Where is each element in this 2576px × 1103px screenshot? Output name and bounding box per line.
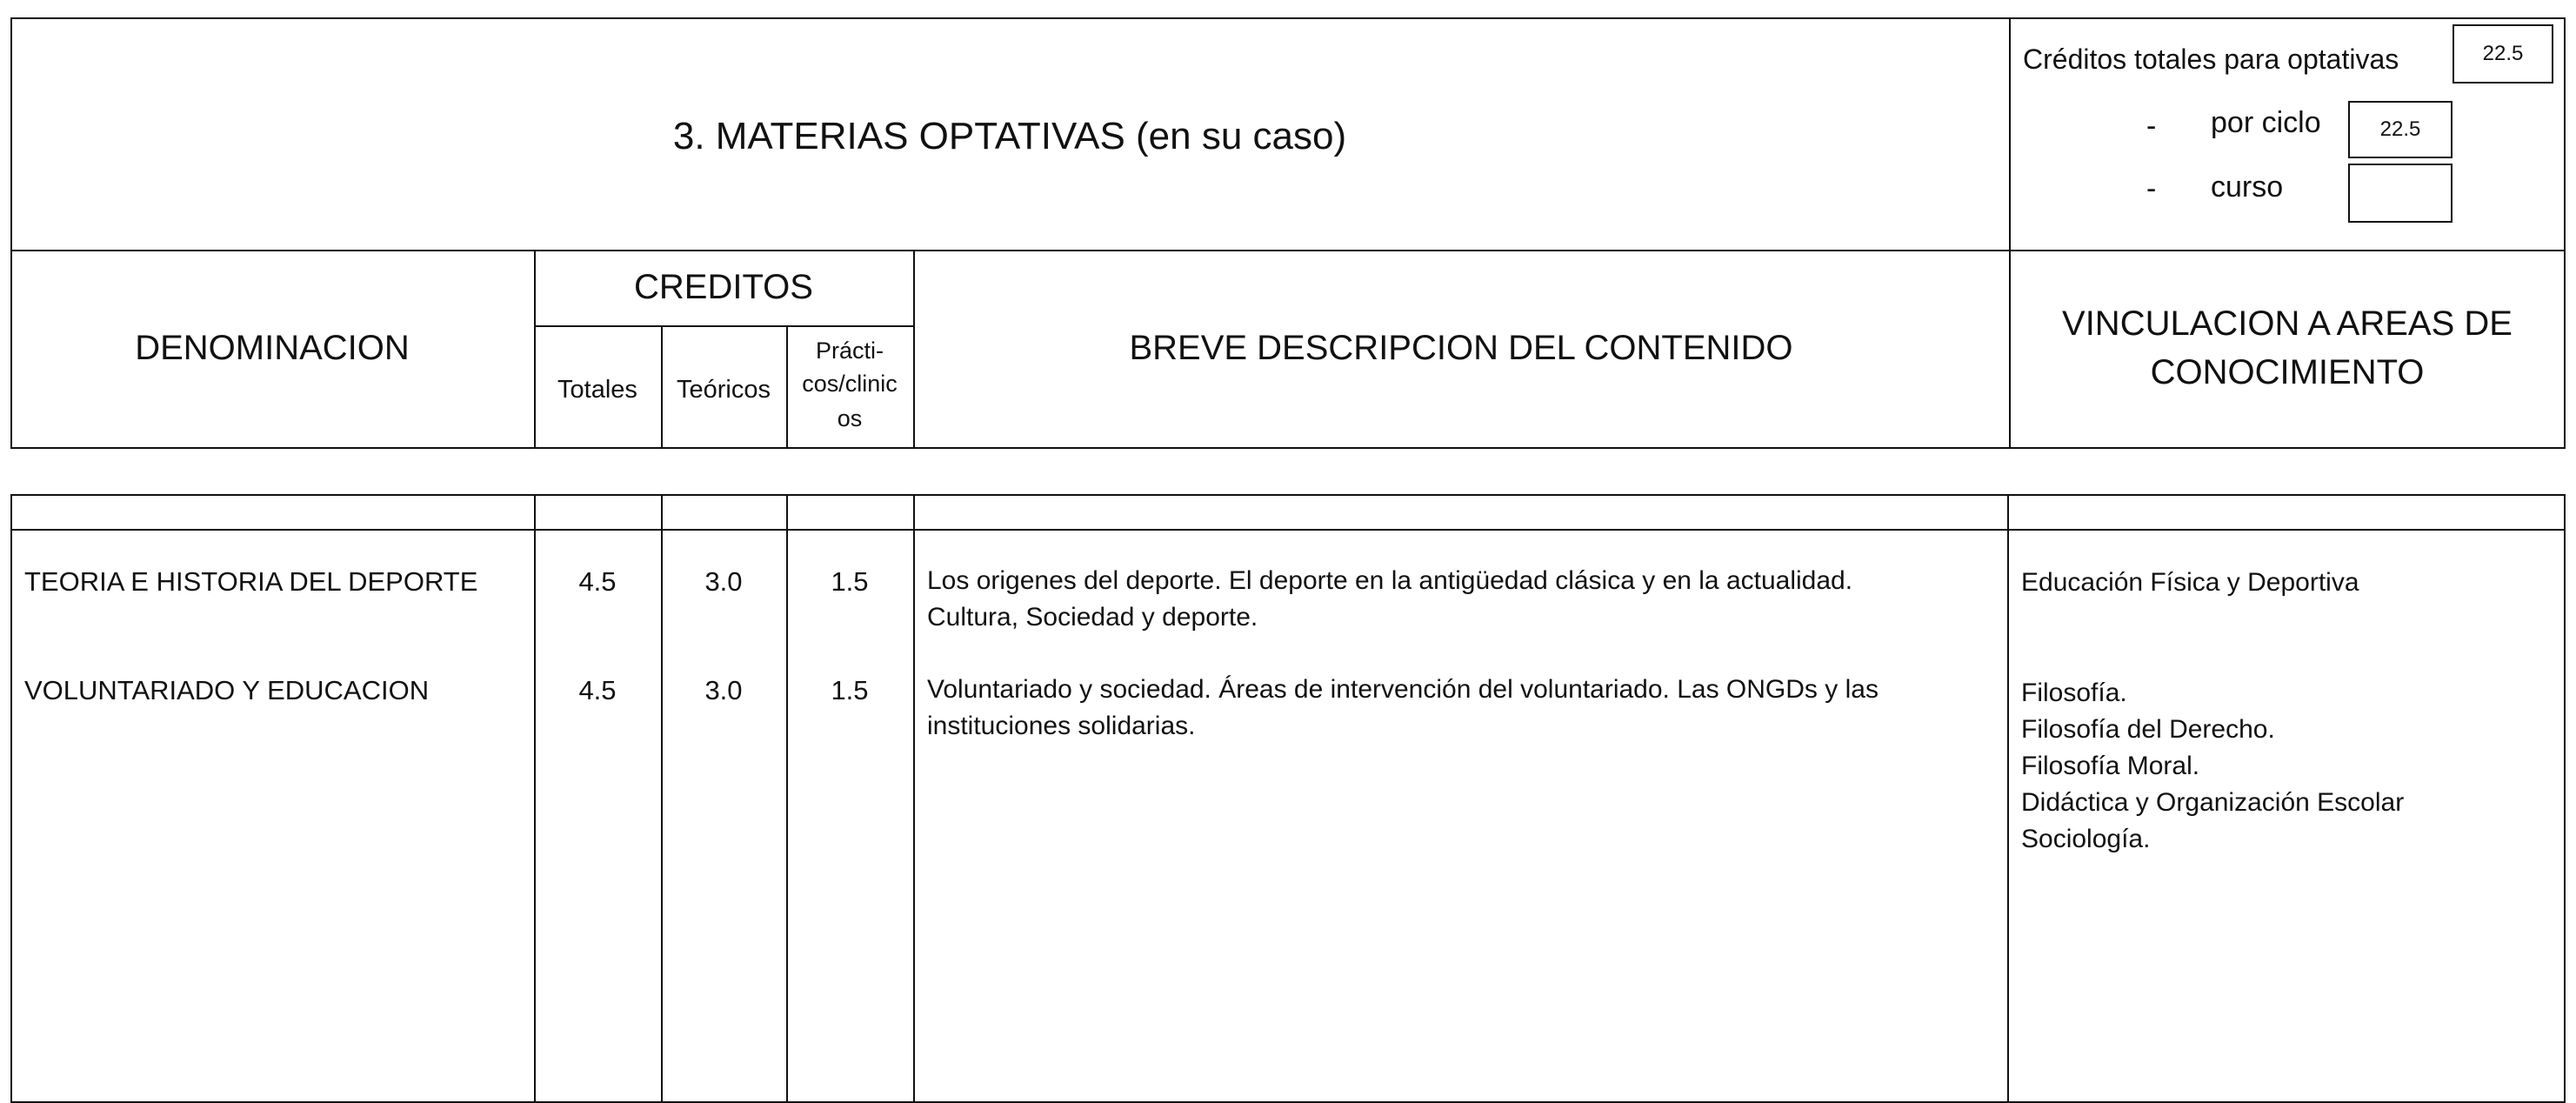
- denominacion-header: DENOMINACION: [135, 329, 410, 367]
- practicos-header-line2: cos/clinic: [802, 371, 898, 397]
- credits-total-box: 22.5: [2453, 24, 2553, 84]
- row2-area-4: Didáctica y Organización Escolar: [2021, 788, 2405, 817]
- row1-descripcion-line2: Cultura, Sociedad y deporte.: [927, 603, 1258, 632]
- por-ciclo-box: 22.5: [2348, 101, 2453, 158]
- vinculacion-header-line2: CONOCIMIENTO: [2150, 353, 2425, 391]
- descripcion-header: BREVE DESCRIPCION DEL CONTENIDO: [1129, 329, 1793, 367]
- row2-descripcion-line2: instituciones solidarias.: [927, 712, 1196, 740]
- practicos-header-line1: Prácti-: [815, 338, 884, 364]
- row1-teoricos: 3.0: [704, 566, 743, 597]
- practicos-header-line3: os: [837, 405, 863, 431]
- row2-area-5: Sociología.: [2021, 825, 2151, 853]
- row2-practicos: 1.5: [831, 675, 869, 705]
- row1-practicos: 1.5: [831, 566, 869, 597]
- body-col-line-5: [2007, 494, 2009, 1103]
- row2-totales: 4.5: [578, 675, 617, 705]
- por-ciclo-label: por ciclo: [2211, 106, 2321, 139]
- teoricos-header: Teóricos: [677, 376, 771, 404]
- row1-denominacion: TEORIA E HISTORIA DEL DEPORTE: [24, 566, 478, 597]
- row1-area-1: Educación Física y Deportiva: [2021, 568, 2359, 597]
- header-divider: [10, 250, 2566, 251]
- creditos-divider: [534, 325, 913, 327]
- credits-total-label: Créditos totales para optativas: [2023, 43, 2399, 75]
- row1-descripcion-line1: Los origenes del deporte. El deporte en la antigüedad clásica y en la actualidad.: [927, 566, 1853, 595]
- dash-curso: -: [2146, 172, 2157, 205]
- creditos-header: CREDITOS: [634, 268, 813, 306]
- vinculacion-header-line1: VINCULACION A AREAS DE: [2062, 304, 2513, 343]
- body-top-rule: [10, 529, 2566, 531]
- curso-box: [2348, 164, 2453, 223]
- dash-por-ciclo: -: [2146, 110, 2157, 143]
- row2-area-3: Filosofía Moral.: [2021, 752, 2200, 780]
- curso-label: curso: [2211, 170, 2284, 204]
- row2-area-2: Filosofía del Derecho.: [2021, 715, 2275, 744]
- totales-header: Totales: [557, 376, 637, 404]
- section-title: 3. MATERIAS OPTATIVAS (en su caso): [672, 115, 1347, 157]
- row2-descripcion-line1: Voluntariado y sociedad. Áreas de intervención del voluntariado. Las ONGDs y las: [927, 675, 1879, 704]
- body-col-line-4: [913, 494, 915, 1103]
- row1-totales: 4.5: [578, 566, 617, 597]
- row2-denominacion: VOLUNTARIADO Y EDUCACION: [24, 675, 430, 705]
- row2-area-1: Filosofía.: [2021, 679, 2127, 707]
- row2-teoricos: 3.0: [704, 675, 743, 705]
